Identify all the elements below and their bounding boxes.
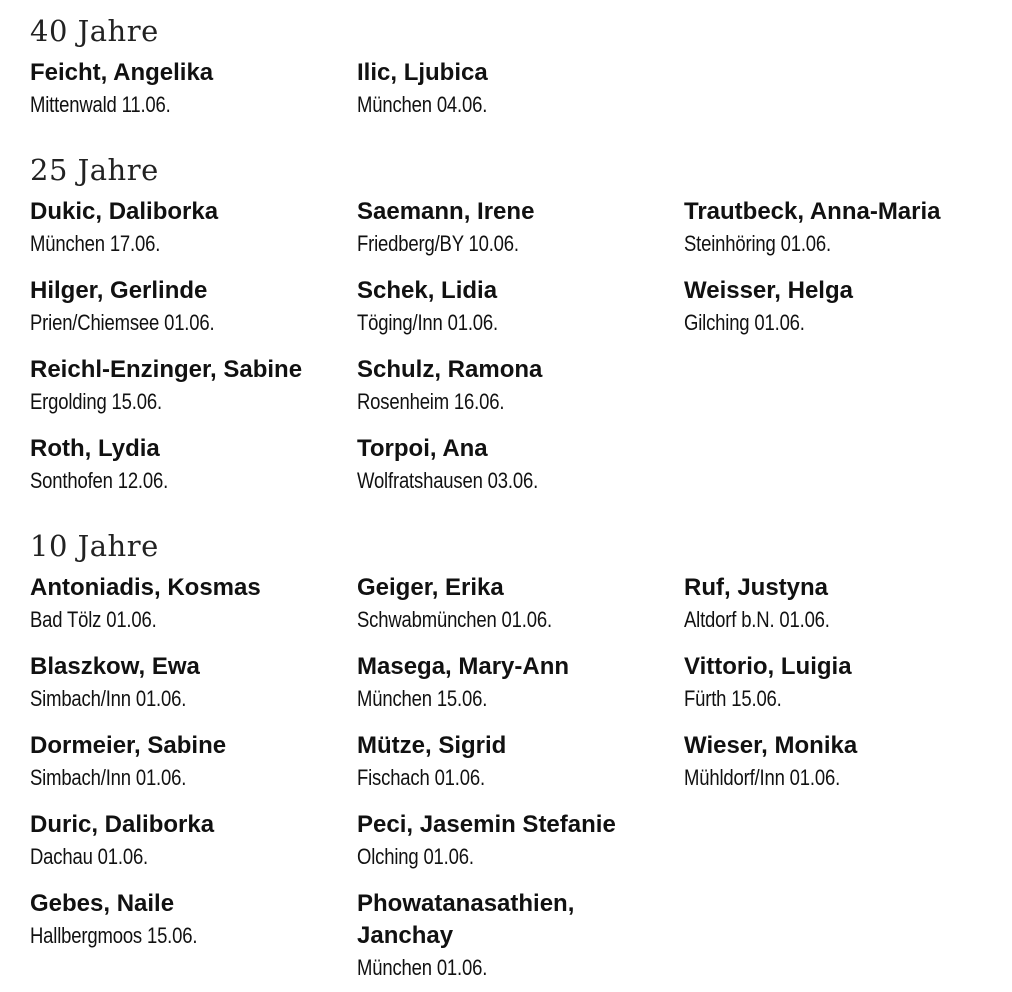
person-name: Peci, Jasemin Stefanie — [357, 811, 616, 838]
person-name: Phowatanasathien, Janchay — [357, 890, 575, 949]
person-name: Feicht, Angelika — [30, 59, 214, 86]
person-detail: Sonthofen 12.06. — [30, 468, 169, 493]
person-name: Masega, Mary-Ann — [357, 653, 570, 680]
list-item — [30, 572, 261, 636]
list-item — [684, 730, 870, 794]
list-item — [684, 572, 858, 636]
person-detail: Altdorf b.N. 01.06. — [684, 607, 830, 632]
list-item — [357, 809, 616, 873]
person-name: Geiger, Erika — [357, 574, 504, 601]
list-item — [30, 433, 194, 497]
person-detail: Hallbergmoos 15.06. — [30, 923, 198, 948]
person-name: Reichl-Enzinger, Sabine — [30, 356, 303, 383]
list-item — [357, 57, 512, 121]
list-item — [684, 196, 941, 260]
list-item — [30, 57, 213, 121]
list-item — [357, 730, 509, 794]
person-name: Antoniadis, Kosmas — [30, 574, 261, 601]
list-item — [684, 651, 852, 715]
person-detail: Wolfratshausen 03.06. — [357, 468, 539, 493]
person-name: Mütze, Sigrid — [357, 732, 507, 759]
person-name: Blaszkow, Ewa — [30, 653, 200, 680]
person-detail: Steinhöring 01.06. — [684, 231, 831, 256]
list-item — [30, 354, 302, 418]
person-detail: Töging/Inn 01.06. — [357, 310, 498, 335]
section-heading-25-jahre: 25 Jahre — [30, 153, 159, 187]
person-detail: Dachau 01.06. — [30, 844, 149, 869]
person-name: Gebes, Naile — [30, 890, 175, 917]
person-name: Ruf, Justyna — [684, 574, 829, 601]
person-name: Saemann, Irene — [357, 198, 535, 225]
list-item — [684, 275, 853, 339]
person-name: Dukic, Daliborka — [30, 198, 219, 225]
list-item — [30, 275, 250, 339]
person-detail: Gilching 01.06. — [684, 310, 805, 335]
list-item — [357, 651, 569, 715]
person-detail: München 17.06. — [30, 231, 161, 256]
person-name: Wieser, Monika — [684, 732, 858, 759]
person-detail: Bad Tölz 01.06. — [30, 607, 157, 632]
person-detail: München 01.06. — [357, 955, 488, 980]
person-name: Hilger, Gerlinde — [30, 277, 208, 304]
list-item — [30, 730, 226, 794]
person-detail: Simbach/Inn 01.06. — [30, 686, 187, 711]
list-item — [30, 196, 218, 260]
person-detail: Olching 01.06. — [357, 844, 474, 869]
list-item — [357, 433, 573, 497]
person-detail: Schwabmünchen 01.06. — [357, 607, 552, 632]
person-name: Dormeier, Sabine — [30, 732, 227, 759]
person-detail: München 15.06. — [357, 686, 488, 711]
person-name: Schulz, Ramona — [357, 356, 543, 383]
person-name: Schek, Lidia — [357, 277, 498, 304]
section-heading-40-jahre: 40 Jahre — [30, 14, 159, 48]
person-detail: Mühldorf/Inn 01.06. — [684, 765, 841, 790]
person-name: Roth, Lydia — [30, 435, 160, 462]
person-detail: Fischach 01.06. — [357, 765, 485, 790]
list-item — [357, 275, 525, 339]
person-detail: München 04.06. — [357, 92, 488, 117]
person-name: Weisser, Helga — [684, 277, 853, 304]
person-name: Ilic, Ljubica — [357, 59, 488, 86]
list-item — [357, 196, 550, 260]
list-item — [30, 888, 229, 952]
person-detail: Friedberg/BY 10.06. — [357, 231, 519, 256]
list-item — [30, 651, 216, 715]
list-item — [30, 809, 214, 873]
person-detail: Simbach/Inn 01.06. — [30, 765, 187, 790]
person-detail: Rosenheim 16.06. — [357, 389, 505, 414]
person-name: Vittorio, Luigia — [684, 653, 852, 680]
list-item — [357, 888, 597, 984]
person-detail: Fürth 15.06. — [684, 686, 782, 711]
section-heading-10-jahre: 10 Jahre — [30, 529, 159, 563]
list-item — [357, 572, 589, 636]
list-item — [357, 354, 542, 418]
person-detail: Mittenwald 11.06. — [30, 92, 171, 117]
person-name: Torpoi, Ana — [357, 435, 488, 462]
person-name: Duric, Daliborka — [30, 811, 215, 838]
person-detail: Ergolding 15.06. — [30, 389, 162, 414]
person-name: Trautbeck, Anna-Maria — [684, 198, 941, 225]
person-detail: Prien/Chiemsee 01.06. — [30, 310, 215, 335]
